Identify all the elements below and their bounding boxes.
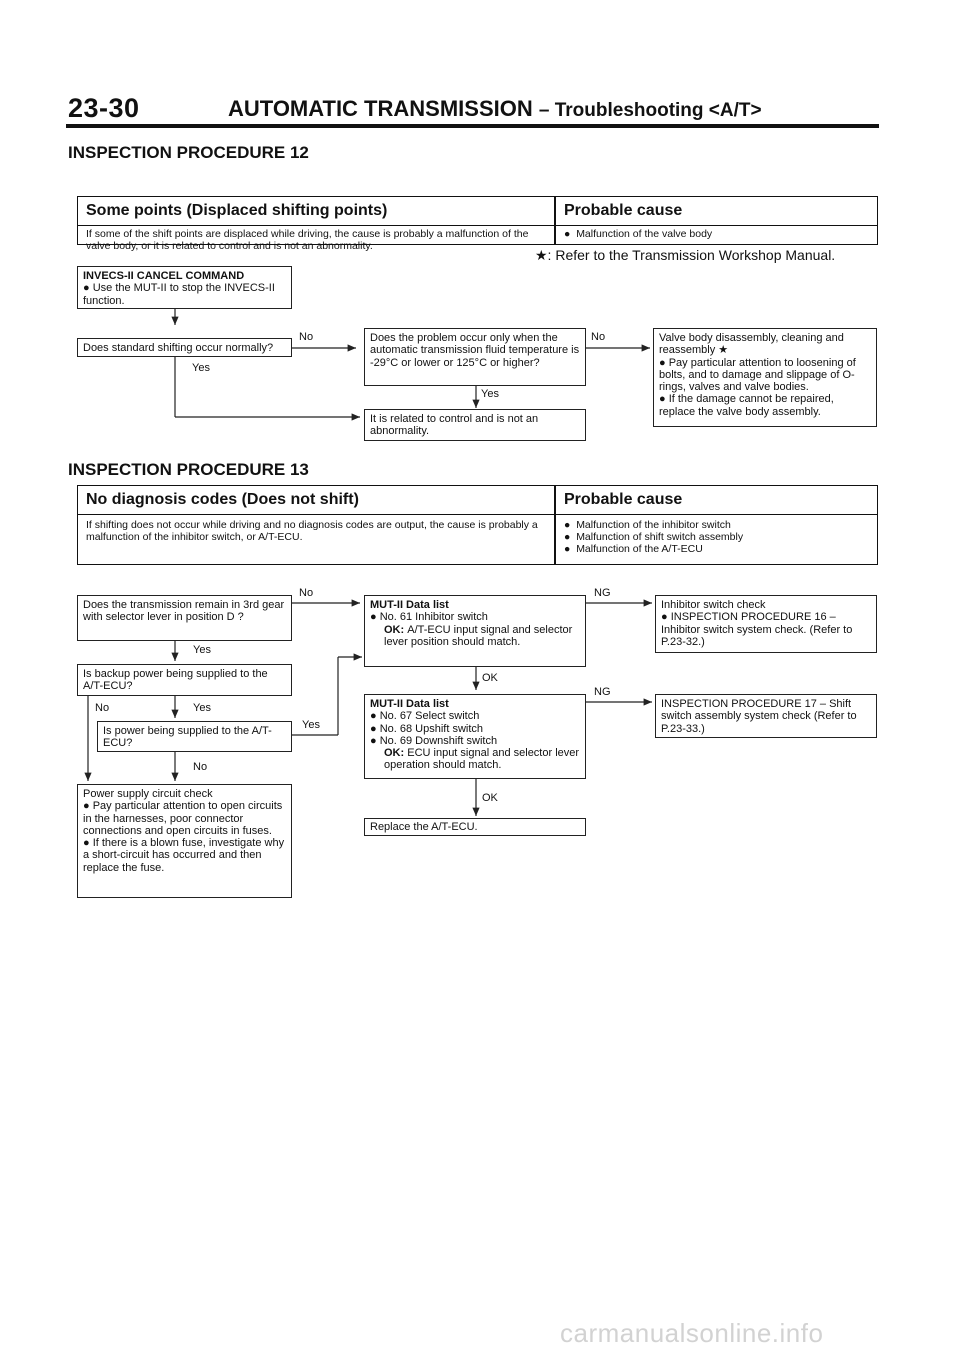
control-result-box: It is related to control and is not an abnormality. <box>364 409 586 441</box>
label-yes: Yes <box>192 362 210 374</box>
title-main: AUTOMATIC TRANSMISSION <box>228 96 533 121</box>
power-supply-check-box: Power supply circuit check ● Pay particular attention to open circuits in the harnesses, poor connector connections and open circuits in fuses. ● If there is a blown fuse, investigate why a short-circuit has occurred and then replace the fuse. <box>77 784 292 898</box>
title-sub: – Troubleshooting <A/T> <box>538 100 762 121</box>
label-no: No <box>591 331 606 343</box>
inhibitor-switch-check-box: Inhibitor switch check ● INSPECTION PROCEDURE 16 – Inhibitor switch system check. (Refer to P.23-32.) <box>655 595 877 653</box>
proc13-symptom-text: If shifting does not occur while driving and no diagnosis codes are output, the cause is probably a malfunction of the inhibitor switch, or A/T-ECU. <box>86 519 538 543</box>
label-yes: Yes <box>193 644 211 656</box>
proc13-cause-list: ● Malfunction of the inhibitor switch ● Malfunction of shift switch assembly ● Malfunction of the A/T-ECU <box>564 519 744 555</box>
proc12-cause-item: ● Malfunction of the valve body <box>564 228 713 240</box>
label-no: No <box>193 761 208 773</box>
label-ok: OK <box>482 672 498 684</box>
label-yes: Yes <box>193 702 211 714</box>
proc13-cause-heading: Probable cause <box>564 491 683 508</box>
mut-data-list-67-69: MUT-II Data list ● No. 67 Select switch ● No. 68 Upshift switch ● No. 69 Downshift switch OK: ECU input signal and selector lever operation should match. <box>364 694 586 779</box>
proc12-symptom-text: If some of the shift points are displaced while driving, the cause is probably a malfunction of the valve body, or it is related to control and is not an abnormality. <box>86 228 529 252</box>
label-ok: OK <box>482 792 498 804</box>
q-fluid-temperature: Does the problem occur only when the automatic transmission fluid temperature is -29°C or lower or 125°C or higher? <box>364 328 586 386</box>
label-no: No <box>299 331 314 343</box>
invecs-cancel-box: INVECS-II CANCEL COMMAND ● Use the MUT-II to stop the INVECS-II function. <box>77 266 292 309</box>
mut-data-list-61: MUT-II Data list ● No. 61 Inhibitor switch OK: A/T-ECU input signal and selector lever position should match. <box>364 595 586 667</box>
label-yes: Yes <box>302 719 320 731</box>
proc13-symptom-heading: No diagnosis codes (Does not shift) <box>86 491 359 508</box>
replace-ecu-box: Replace the A/T-ECU. <box>364 818 586 836</box>
q-power-supplied: Is power being supplied to the A/T-ECU? <box>97 721 292 752</box>
label-ng: NG <box>594 686 611 698</box>
label-no: No <box>299 587 314 599</box>
workshop-note: ★: Refer to the Transmission Workshop Manual. <box>535 247 836 263</box>
label-ng: NG <box>594 587 611 599</box>
page-number: 23-30 <box>68 93 140 123</box>
q-remain-3rd-gear: Does the transmission remain in 3rd gear with selector lever in position D ? <box>77 595 292 641</box>
proc13-title: INSPECTION PROCEDURE 13 <box>68 460 309 479</box>
q-standard-shifting: Does standard shifting occur normally? <box>77 338 292 357</box>
proc12-symptom-heading: Some points (Displaced shifting points) <box>86 202 388 219</box>
valve-body-box: Valve body disassembly, cleaning and reassembly ★ ● Pay particular attention to loosening of bolts, and to damage and slippage of O-rings, valves and valve bodies. ● If the damage cannot be repaired, replace the valve body assembly. <box>653 328 877 427</box>
watermark: carmanualsonline.info <box>560 1318 824 1348</box>
proc12-cause-heading: Probable cause <box>564 202 683 219</box>
proc12-title: INSPECTION PROCEDURE 12 <box>68 143 309 162</box>
label-yes: Yes <box>481 388 499 400</box>
label-no: No <box>95 702 110 714</box>
q-backup-power: Is backup power being supplied to the A/T-ECU? <box>77 664 292 696</box>
proc17-ref-box: INSPECTION PROCEDURE 17 – Shift switch assembly system check (Refer to P.23-33.) <box>655 694 877 738</box>
